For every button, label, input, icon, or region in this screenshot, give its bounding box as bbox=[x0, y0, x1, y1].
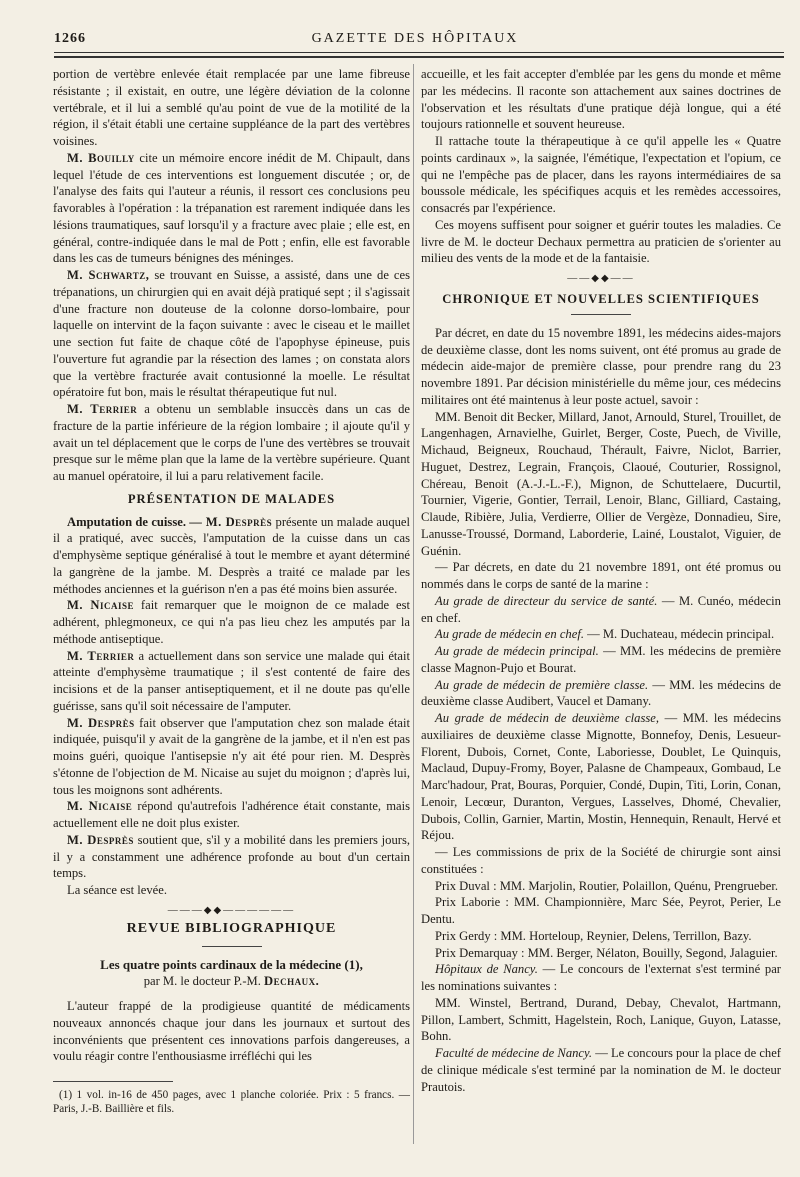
journal-title: GAZETTE DES HÔPITAUX bbox=[311, 31, 519, 46]
paragraph: accueille, et les fait accepter d'emblée par les gens du monde et même par les médecins. Il raconte son attachement aux saines doctrines de l'observation et les résultats d'une pratique déjà longue, qui a été toujours rationnelle et souvent heureuse. bbox=[421, 67, 781, 132]
paragraph-text: fait remarquer que le moignon de ce malade est adhérent, phlegmoneux, ce qui n'a pas lieu chez les amputés par la méthode antiseptique. bbox=[53, 598, 410, 646]
book-author-prefix: par M. le docteur P.-M. bbox=[143, 974, 265, 989]
paragraph: Il rattache toute la thérapeutique à ce qu'il appelle les « Quatre points cardinaux », la saignée, l'émétique, l'expectation et l'opium, ce qui ne l'empêche pas de placer, dans les rayons intermédiaires de sa boussole médicale, les spécifiques acquis et les remèdes accessoires, consacrés par l'expérience. bbox=[421, 134, 781, 215]
footnote-rule bbox=[53, 1081, 173, 1082]
prize-commission: Prix Gerdy : MM. Horteloup, Reynier, Delens, Terrillon, Bazy. bbox=[435, 928, 752, 943]
column-divider bbox=[413, 64, 414, 1144]
paragraph bbox=[421, 1045, 781, 1095]
prize-commission: Prix Demarquay : MM. Berger, Nélaton, Bouilly, Segond, Jalaguier. bbox=[435, 945, 778, 960]
paragraph-text: a actuellement dans son service une malade qui était atteinte d'emphysème traumatique ; il s'est contenté de faire des incisions et de la panser antiseptiquement, et il ne doute pas qu'elle guérisse, sans qu'il soit nécessaire de l'amputer. bbox=[53, 648, 411, 713]
paragraph-text: — Le concours pour la place de chef de clinique médicale s'est terminé par la nomination de M. le docteur Prautois. bbox=[421, 1046, 781, 1094]
book-author-name: Dechaux. bbox=[264, 974, 320, 989]
speaker-name: M. Desprès bbox=[201, 514, 273, 529]
grade-label: Au grade de médecin principal. bbox=[435, 644, 599, 658]
page-header bbox=[54, 31, 776, 51]
heading-rule bbox=[571, 314, 631, 315]
paragraph-text: répond qu'autrefois l'adhérence était constante, mais actuellement elle ne doit plus exister. bbox=[53, 799, 410, 830]
paragraph bbox=[421, 643, 781, 677]
paragraph: Ces moyens suffisent pour soigner et guérir toutes les maladies. Ce livre de M. le docteur Dechaux permettra au praticien de s'orienter au milieu des vents de la mode et de la fantaisie. bbox=[421, 217, 781, 266]
book-title: Les quatre points cardinaux de la médecine (1), bbox=[100, 956, 363, 972]
section-heading: CHRONIQUE ET NOUVELLES SCIENTIFIQUES bbox=[442, 292, 760, 306]
paragraph: — Les commissions de prix de la Société de chirurgie sont ainsi constituées : bbox=[421, 845, 781, 876]
paragraph bbox=[421, 677, 781, 711]
paragraph: — Par décrets, en date du 21 novembre 1891, ont été promus ou nommés dans le corps de santé de la marine : bbox=[421, 560, 781, 591]
paragraph bbox=[53, 715, 410, 799]
news-label: Faculté de médecine de Nancy. bbox=[435, 1046, 593, 1060]
book-author bbox=[53, 973, 410, 990]
speaker-name: M. Desprès bbox=[67, 832, 134, 847]
right-column bbox=[421, 66, 781, 1095]
paragraph: Par décret, en date du 15 novembre 1891, les médecins aides-majors de deuxième classe, dont les noms suivent, ont été promus au grade de médecin aide-major de première classe, pour prendre rang du 23 novembre 1891. Par décision ministérielle du même jour, ces médecins militaires ont été maintenus à leur poste actuel, savoir : bbox=[421, 325, 781, 407]
paragraph bbox=[53, 597, 410, 647]
page-number: 1266 bbox=[54, 31, 86, 46]
speaker-name: M. Nicaise bbox=[67, 598, 135, 613]
speaker-name: M. Nicaise bbox=[67, 799, 133, 814]
paragraph bbox=[53, 832, 410, 882]
paragraph-text: a obtenu un semblable insuccès dans un cas de fracture de la partie inférieure de la région lombaire ; il ajoute qu'il y avait un tel déplacement que le corps de l'une des vertèbres se trouvait presque sur le même plan que la lame de la vertèbre supérieure. Quant au manuel opératoire, il lui a paru relativement facile. bbox=[53, 402, 410, 483]
grade-label: Au grade de médecin de deuxième classe, bbox=[435, 711, 660, 725]
paragraph-text: présente un malade auquel il a pratiqué, avec succès, l'amputation de la cuisse dans un cas d'emphysème septique généralisé à tout le membre et ayant déterminé la gangrène de la jambe. M. Desprès a traité ce malade par les méthodes anciennes et la guérison n'en a pas été moins bien assurée. bbox=[53, 514, 410, 596]
paragraph-text: — M. Duchateau, médecin principal. bbox=[583, 627, 775, 642]
paragraph-text: — M. Cunéo, médecin en chef. bbox=[421, 593, 781, 625]
footnote: (1) 1 vol. in-16 de 450 pages, avec 1 planche coloriée. Prix : 5 francs. — Paris, J.-B. Baillière et fils. bbox=[53, 1089, 410, 1115]
section-heading: PRÉSENTATION DE MALADES bbox=[127, 491, 336, 506]
grade-label: Au grade de médecin de première classe. bbox=[435, 677, 649, 692]
prize-commission: Prix Laborie : MM. Championnière, Marc Sée, Peyrot, Perier, Le Dentu. bbox=[421, 895, 781, 926]
prize-commission: Prix Duval : MM. Marjolin, Routier, Polaillon, Quénu, Prengrueber. bbox=[435, 878, 778, 893]
paragraph bbox=[53, 267, 410, 401]
paragraph: MM. Winstel, Bertrand, Durand, Debay, Chevalot, Hartmann, Pillon, Lambert, Schmitt, Hagelstein, Roch, Lanique, Guyon, Latasse, Bohn. bbox=[421, 995, 781, 1044]
paragraph bbox=[421, 961, 781, 995]
header-rule bbox=[54, 52, 784, 53]
paragraph-text: cite un mémoire encore inédit de M. Chipault, dans lequel l'étude de ces interventions est longuement discutée ; or, de l'analyse des faits qui l'auteur a réunis, il ressort ces conclusions peu favorables à l'opération : la trépanation est rarement indiquée dans les lésions traumatiques, sauf lorsqu'il y a fracture avec plaie ; elle est, en général, contre-indiquée dans le mal de Pott ; enfin, elle est favorable dans les cas de tumeurs bénignes des méninges. bbox=[53, 150, 411, 266]
paragraph bbox=[53, 150, 410, 267]
speaker-name: M. Terrier bbox=[67, 648, 135, 663]
paragraph-text: — MM. les médecins de première classe Magnon-Pujo et Bourat. bbox=[421, 644, 781, 675]
heading-rule bbox=[202, 946, 262, 947]
section-heading: REVUE BIBLIOGRAPHIQUE bbox=[126, 920, 337, 936]
paragraph bbox=[421, 626, 781, 643]
paragraph: L'auteur frappé de la prodigieuse quantité de médicaments nouveaux annoncés chaque jour dans les journaux et surtout des inconvénients que présentent ces innovations parfois dangereuses, a voulu réagir contre l'enthousiasme irréfléchi qui les bbox=[53, 999, 410, 1064]
paragraph-text: — MM. les médecins auxiliaires de deuxième classe Mignotte, Bonnefoy, Denis, Lesueur-Florent, Dubois, Cornet, Conte, Laboriesse, Doublet, Le Quinquis, Maclaud, Dupuy-Fromy, Boyer, Palasne de Champeaux, Gombaud, Le Marc'hadour, Prat, Bouras, Porquier, Condé, Dupin, Titi, Lorin, Conan, Lenoir, Lecœur, Duranton, Vergues, Lasselves, Dhomé, Chevalier, Dubois, Collin, Garnier, Martin, Mostin, Hennequin, Renault, Hervé et Réjou. bbox=[421, 711, 781, 843]
paragraph: portion de vertèbre enlevée était remplacée par une lame fibreuse résistante ; il existait, en outre, une légère déviation de la colonne vertébrale, et il lui a semblé qu'au point de vue de la motilité de la région, il s'était établi une certaine suppléance de la part des vertèbres voisines. bbox=[53, 67, 410, 148]
paragraph bbox=[53, 514, 410, 598]
paragraph-text: — Le concours de l'externat s'est terminé par les nominations suivantes : bbox=[421, 962, 781, 993]
speaker-name: M. Desprès bbox=[67, 715, 135, 730]
left-column bbox=[53, 66, 410, 1116]
grade-label: Au grade de médecin en chef. bbox=[435, 627, 584, 642]
ornament-divider: ——◆◆—— bbox=[567, 273, 635, 284]
ornament-divider: ———◆◆—————— bbox=[167, 904, 296, 916]
paragraph bbox=[421, 593, 781, 627]
paragraph-text: se trouvant en Suisse, a assisté, dans une de ces trépanations, un chirurgien qui en avait déjà pratiqué sept ; il s'agissait d'une fracture non douteuse de la colonne dorso-lombaire, pour laquelle on intervint de la façon suivante : avec le ciseau et le maillet une section fut faite de chaque côté de l'apophyse épineuse, puis l'ouverture fut agrandie par la résection des lames ; on constata alors que la vertèbre fracturée avait contusionné la moelle. Le résultat opératoire fut bon, mais le résultat thérapeutique fut nul. bbox=[53, 268, 410, 400]
session-closing: La séance est levée. bbox=[67, 883, 167, 897]
paragraph bbox=[53, 798, 410, 832]
paragraph: MM. Benoit dit Becker, Millard, Janot, Arnould, Sturel, Trouillet, de Langenhagen, Arnavielhe, Guirlet, Berger, Coste, Puech, de Viville, Michaud, Beigneux, Rouchaud, Thérault, Faivre, Niclot, Barrier, Huguet, Destrez, Legrain, François, Claoué, Couturier, Rossignol, Chéreau, Benoit (A.-J.-L.-F.), Mignon, de Schuttelaere, Ducurtil, Tournier, Vigerie, Gontier, Terrail, Lenoir, Blanc, Gilliard, Castaing, Claude, Ribière, Julia, Verdierre, Ollier de Vergèze, Donnadieu, Sire, Lanusse-Troussé, Dormand, Laborderie, Lainé, Loustalot, Viguier, de Guénin. bbox=[421, 409, 781, 558]
paragraph bbox=[53, 401, 410, 485]
paragraph bbox=[53, 648, 410, 715]
speaker-name: M. Bouilly bbox=[67, 150, 135, 165]
paragraph-text: soutient que, s'il y a mobilité dans les premiers jours, il y a constamment une adhérence profonde au bout d'un certain temps. bbox=[53, 832, 410, 881]
grade-label: Au grade de directeur du service de santé. bbox=[435, 593, 658, 608]
subsection-lead: Amputation de cuisse. — bbox=[67, 514, 202, 529]
header-rule-thick bbox=[54, 56, 784, 58]
speaker-name: M. Schwartz, bbox=[67, 268, 150, 282]
speaker-name: M. Terrier bbox=[67, 402, 138, 416]
paragraph bbox=[421, 710, 781, 844]
paragraph-text: fait observer que l'amputation chez son malade était indiquée, puisqu'il y avait de la gangrène de la jambe, et il n'en est pas moins guéri, quoique l'antisepsie n'y ait été pour rien. M. Desprès s'étonne de l'objection de M. Nicaise au sujet du moignon ; d'après lui, tous les moignons sont adhérents. bbox=[53, 715, 410, 797]
paragraph-text: — MM. les médecins de deuxième classe Audibert, Vaucel et Damany. bbox=[421, 677, 781, 709]
news-label: Hôpitaux de Nancy. bbox=[435, 962, 538, 977]
